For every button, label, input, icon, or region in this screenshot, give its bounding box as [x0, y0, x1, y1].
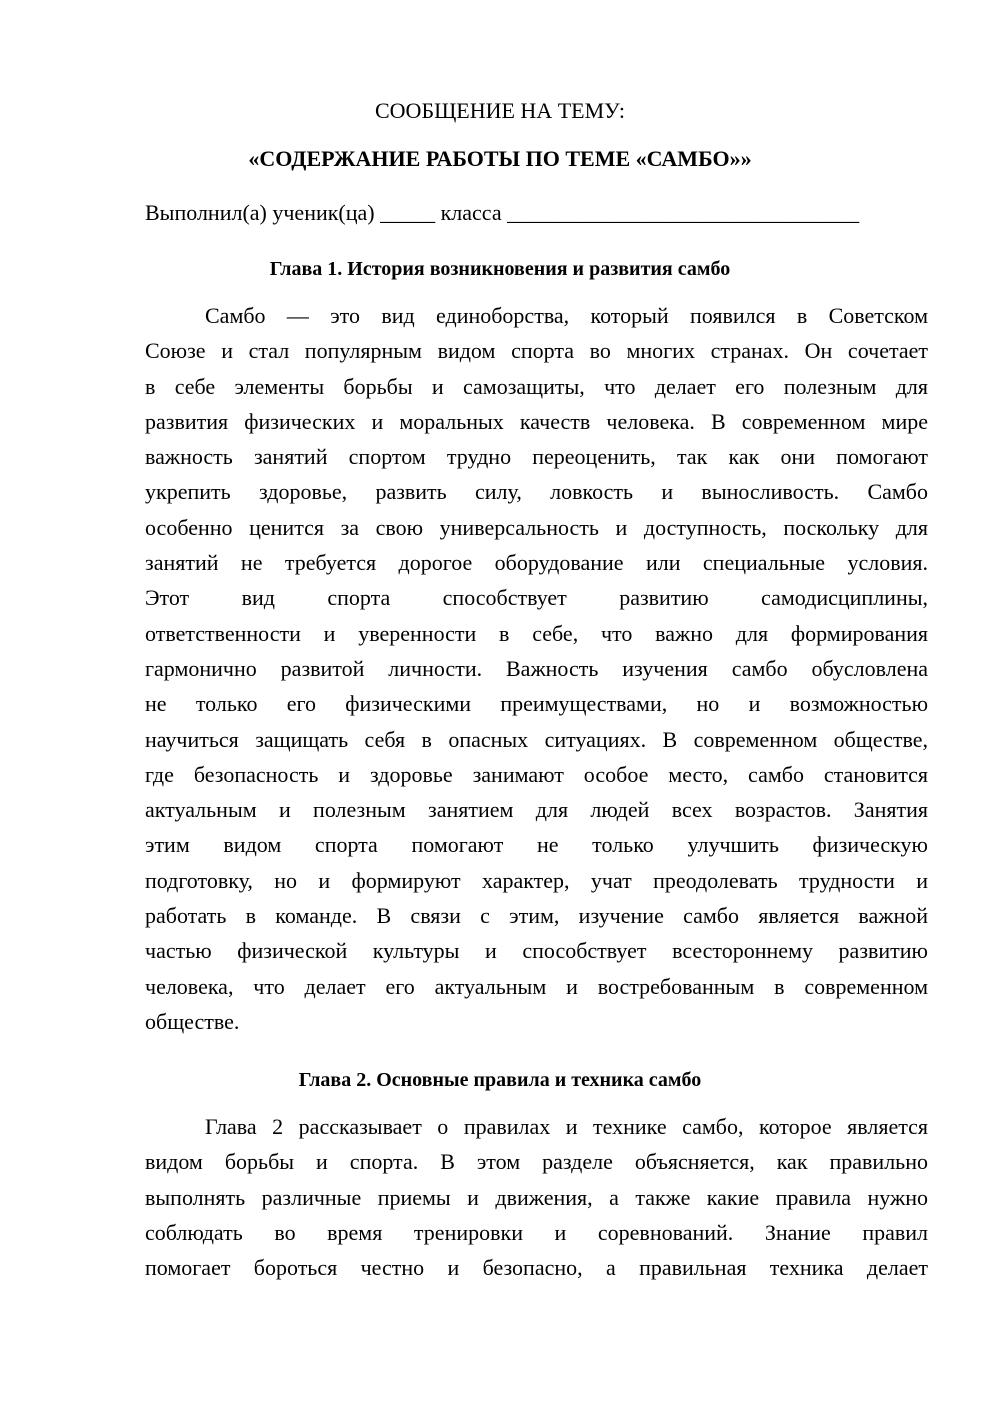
- author-line: Выполнил(а) ученик(ца) _____ класса ________________________________: [145, 200, 860, 225]
- paragraph-line: важность занятий спортом трудно переоценить, так как они помогают: [145, 444, 928, 470]
- paragraph-line: видом борьбы и спорта. В этом разделе объясняется, как правильно: [145, 1149, 928, 1175]
- paragraph-line: Этот вид спорта способствует развитию самодисциплины,: [145, 585, 928, 611]
- chapter-1-paragraph: [145, 298, 928, 1039]
- paragraph-line: укрепить здоровье, развить силу, ловкость и выносливость. Самбо: [145, 479, 928, 505]
- document-title-line-2: «СОДЕРЖАНИЕ РАБОТЫ ПО ТЕМЕ «САМБО»»: [248, 146, 752, 171]
- paragraph-line: где безопасность и здоровье занимают особое место, самбо становится: [145, 761, 928, 787]
- paragraph-line: актуальным и полезным занятием для людей всех возрастов. Занятия: [145, 797, 928, 823]
- chapter-2-heading: Глава 2. Основные правила и техника самбо: [298, 1069, 702, 1091]
- paragraph-line: гармонично развитой личности. Важность изучения самбо обусловлена: [145, 655, 928, 681]
- paragraph-line: занятий не требуется дорогое оборудование или специальные условия.: [145, 550, 928, 576]
- paragraph-line: Самбо — это вид единоборства, который появился в Советском: [205, 303, 928, 328]
- paragraph-line: ответственности и уверенности в себе, что важно для формирования: [145, 620, 928, 646]
- paragraph-line: Глава 2 рассказывает о правилах и технике самбо, которое является: [205, 1114, 928, 1139]
- chapter-1-heading: Глава 1. История возникновения и развития самбо: [269, 258, 731, 280]
- paragraph-line: работать в команде. В связи с этим, изучение самбо является важной: [145, 903, 928, 929]
- document-title-line-1: СООБЩЕНИЕ НА ТЕМУ:: [375, 98, 625, 123]
- paragraph-line: не только его физическими преимуществами, но и возможностью: [145, 691, 928, 717]
- paragraph-line: Союзе и стал популярным видом спорта во многих странах. Он сочетает: [145, 338, 928, 364]
- paragraph-line: развития физических и моральных качеств человека. В современном мире: [145, 408, 928, 434]
- paragraph-line: особенно ценится за свою универсальность и доступность, поскольку для: [145, 514, 928, 540]
- chapter-2-paragraph: [145, 1109, 928, 1285]
- paragraph-line: научиться защищать себя в опасных ситуациях. В современном обществе,: [145, 726, 928, 752]
- paragraph-line: этим видом спорта помогают не только улучшить физическую: [145, 832, 928, 858]
- paragraph-line: в себе элементы борьбы и самозащиты, что делает его полезным для: [145, 373, 928, 399]
- paragraph-line: подготовку, но и формируют характер, учат преодолевать трудности и: [145, 867, 928, 893]
- paragraph-line: соблюдать во время тренировки и соревнований. Знание правил: [145, 1219, 928, 1245]
- paragraph-line: частью физической культуры и способствует всестороннему развитию: [145, 938, 928, 964]
- paragraph-line: человека, что делает его актуальным и востребованным в современном: [145, 973, 928, 999]
- paragraph-line: выполнять различные приемы и движения, а также какие правила нужно: [145, 1184, 928, 1210]
- paragraph-line: обществе.: [145, 1008, 240, 1034]
- paragraph-line: помогает бороться честно и безопасно, а правильная техника делает: [145, 1255, 928, 1281]
